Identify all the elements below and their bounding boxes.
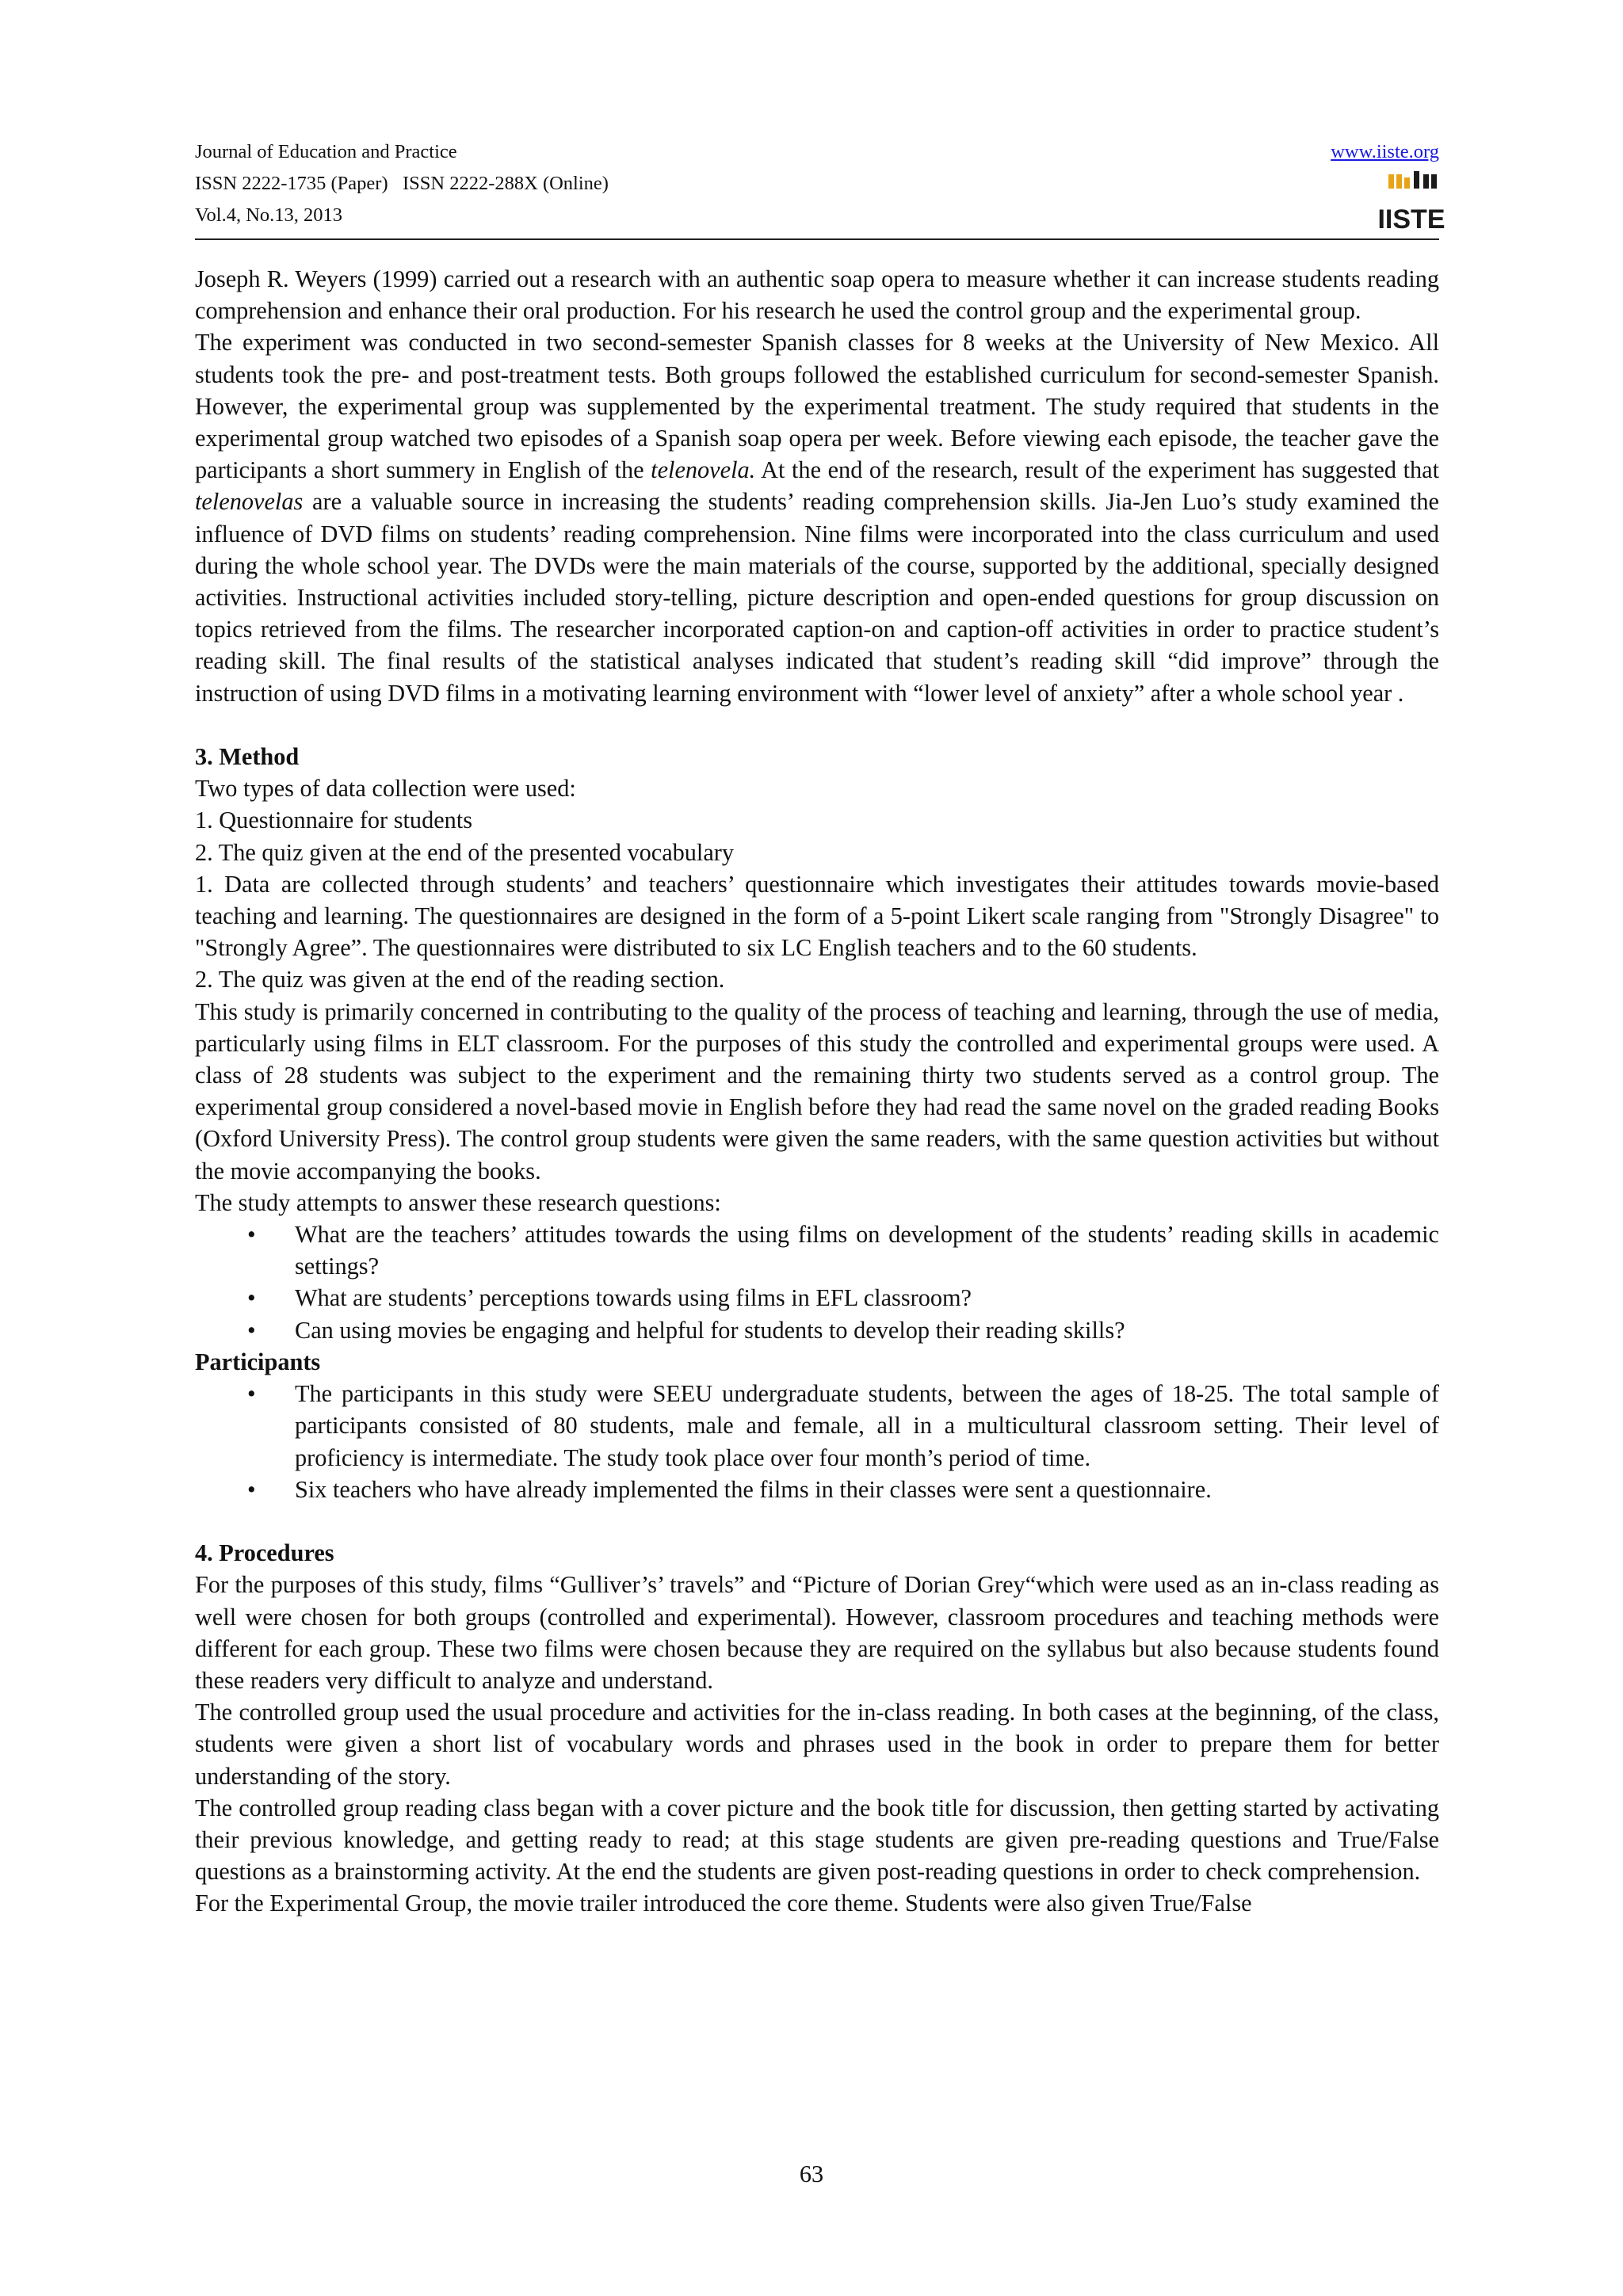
- procedures-paragraph-4: For the Experimental Group, the movie trailer introduced the core theme. Students were also given True/False: [195, 1890, 1252, 1917]
- method-paragraph-2: 2. The quiz was given at the end of the reading section.: [195, 966, 725, 994]
- bullet-icon: •: [247, 1221, 256, 1249]
- bullet-icon: •: [247, 1380, 256, 1408]
- procedures-paragraph-2: The controlled group used the usual procedure and activities for the in-class reading. In both cases at the beginning, of the class, students were given a short list of vocabulary words and phrases used in the book in order to prepare them for better understanding of the story.: [195, 1699, 1439, 1790]
- list-item-text: Can using movies be engaging and helpful for students to develop their reading skills?: [295, 1316, 1125, 1344]
- volume-line: Vol.4, No.13, 2013: [195, 204, 343, 226]
- method-paragraph-4: The study attempts to answer these research questions:: [195, 1188, 721, 1216]
- header-rule: [195, 238, 1439, 240]
- logo-text: IISTE: [1377, 204, 1445, 235]
- spacer: [195, 709, 1439, 741]
- page-number: 63: [799, 2161, 824, 2187]
- procedures-paragraph-3: The controlled group reading class began with a cover picture and the book title for discussion, then getting started by activating their previous knowledge, and getting ready to read; at this stage students are given pre-reading questions and True/False questions as a brainstorming activity. At the end the students are given post-reading questions in order to check comprehension.: [195, 1794, 1439, 1886]
- iiste-logo: [1377, 170, 1445, 235]
- spacer: [195, 1505, 1439, 1537]
- journal-url-link[interactable]: www.iiste.org: [1331, 141, 1439, 162]
- logo-bar-6: [1431, 174, 1437, 189]
- section-heading-method: 3. Method: [195, 743, 300, 771]
- intro-paragraph-2: [195, 326, 1439, 708]
- italic-telenovela: telenovela.: [651, 456, 756, 484]
- method-paragraph-1: 1. Data are collected through students’ and teachers’ questionnaire which investigates their attitudes towards movie-based teaching and learning. The questionnaires are designed in the form of a 5-point Likert scale ranging from "Strongly Disagree" to "Strongly Agree”. The questionnaires were distributed to six LC English teachers and to the 60 students.: [195, 870, 1439, 962]
- intro-p2-text-b: At the end of the research, result of the experiment has suggested that: [755, 456, 1439, 484]
- list-item: [195, 1314, 1439, 1346]
- procedures-paragraph-1: For the purposes of this study, films “Gulliver’s’ travels” and “Picture of Dorian Grey“which were used as an in-class reading as well were chosen for both groups (controlled and experimental). However, classroom procedures and teaching methods were different for each group. These two films were chosen because they are required on the syllabus but also because students found these readers very difficult to analyze and understand.: [195, 1571, 1439, 1694]
- list-item-text: Six teachers who have already implemented the films in their classes were sent a questionnaire.: [295, 1475, 1212, 1503]
- page-header: [195, 133, 1445, 238]
- intro-paragraph-1: Joseph R. Weyers (1999) carried out a research with an authentic soap opera to measure whether it can increase students reading comprehension and enhance their oral production. For his research he used the control group and the experimental group.: [195, 265, 1439, 325]
- section-heading-procedures: 4. Procedures: [195, 1539, 334, 1567]
- logo-bar-3: [1404, 177, 1410, 189]
- list-item: [195, 1219, 1439, 1282]
- list-item-text: The participants in this study were SEEU undergraduate students, between the ages of 18-25. The total sample of participants consisted of 80 students, male and female, all in a multicultural classroom setting. Their level of proficiency is intermediate. The study took place over four month’s period of time.: [295, 1380, 1439, 1471]
- journal-title: Journal of Education and Practice: [195, 141, 457, 162]
- list-item-text: What are students’ perceptions towards using films in EFL classroom?: [295, 1284, 972, 1312]
- intro-p2-text-a: The experiment was conducted in two second-semester Spanish classes for 8 weeks at the University of New Mexico. All students took the pre- and post-treatment tests. Both groups followed the established curriculum for second-semester Spanish. However, the experimental group was supplemented by the experimental treatment. The study required that students in the experimental group watched two episodes of a Spanish soap opera per week. Before viewing each episode, the teacher gave the participants a short summery in English of the: [195, 329, 1439, 484]
- research-questions-list: [195, 1219, 1439, 1346]
- method-line-1: Two types of data collection were used:: [195, 775, 576, 803]
- section-heading-participants: Participants: [195, 1348, 321, 1375]
- logo-bar-2: [1396, 174, 1402, 189]
- list-item: [195, 1378, 1439, 1474]
- italic-telenovelas: telenovelas: [195, 488, 304, 516]
- bullet-icon: •: [247, 1284, 256, 1312]
- issn-line: ISSN 2222-1735 (Paper) ISSN 2222-288X (Online): [195, 173, 609, 194]
- method-line-2: 1. Questionnaire for students: [195, 807, 473, 834]
- participants-list: [195, 1378, 1439, 1505]
- logo-bar-5: [1423, 174, 1429, 189]
- bullet-icon: •: [247, 1475, 256, 1503]
- logo-bar-1: [1388, 174, 1394, 189]
- list-item-text: What are the teachers’ attitudes towards the using films on development of the students’ reading skills in academic settings?: [295, 1221, 1439, 1280]
- page-body: [195, 263, 1439, 1920]
- method-line-3: 2. The quiz given at the end of the presented vocabulary: [195, 838, 735, 866]
- method-paragraph-3: This study is primarily concerned in contributing to the quality of the process of teaching and learning, through the use of media, particularly using films in ELT classroom. For the purposes of this study the controlled and experimental groups were used. A class of 28 students was subject to the experiment and the remaining thirty two students served as a control group. The experimental group considered a novel-based movie in English before they had read the same novel on the graded reading Books (Oxford University Press). The control group students were given the same readers, with the same question activities but without the movie accompanying the books.: [195, 997, 1439, 1184]
- bullet-icon: •: [247, 1316, 256, 1344]
- list-item: [195, 1282, 1439, 1314]
- list-item: [195, 1474, 1439, 1505]
- intro-p2-text-c: are a valuable source in increasing the students’ reading comprehension skills. Jia-Jen Luo’s study examined the influence of DVD films on students’ reading comprehension. Nine films were incorporated into the class curriculum and used during the whole school year. The DVDs were the main materials of the course, supported by the additional, specially designed activities. Instructional activities included story-telling, picture description and open-ended questions for group discussion on topics retrieved from the films. The researcher incorporated caption-on and caption-off activities in order to practice student’s reading skill. The final results of the statistical analyses indicated that student’s reading skill “did improve” through the instruction of using DVD films in a motivating learning environment with “lower level of anxiety” after a whole school year .: [195, 488, 1439, 707]
- logo-bar-4: [1414, 171, 1419, 189]
